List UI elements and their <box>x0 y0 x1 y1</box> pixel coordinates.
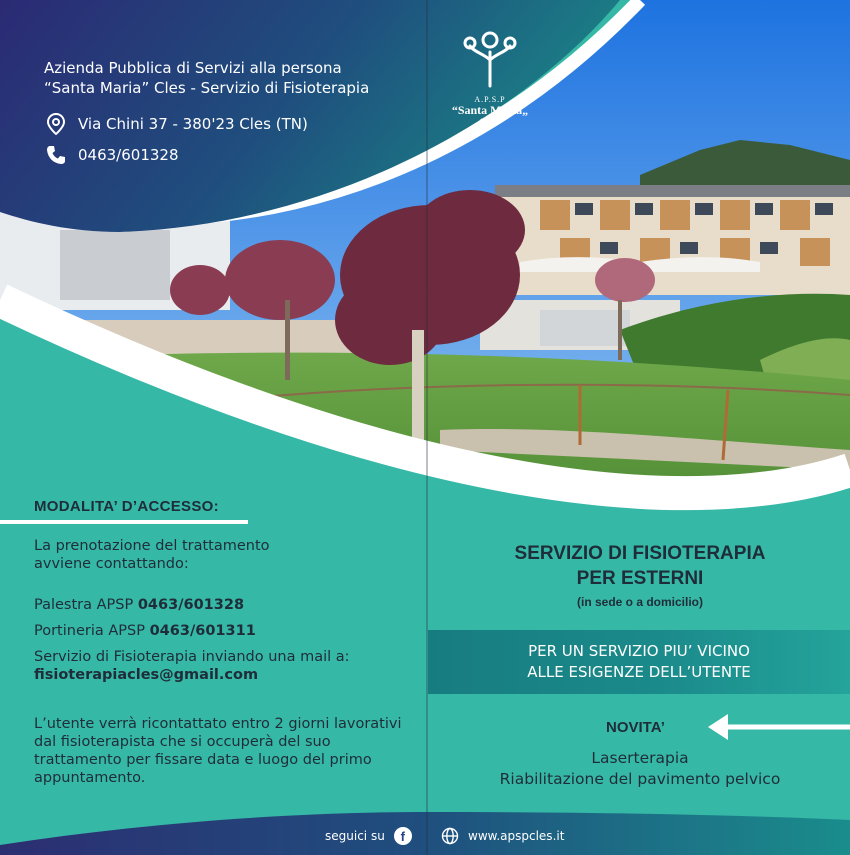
portineria-label: Portineria APSP <box>34 623 150 639</box>
access-title: MODALITA’ D’ACCESSO: <box>34 498 219 515</box>
address-text: Via Chini 37 - 380'23 Cles (TN) <box>78 115 308 133</box>
address-row <box>46 113 308 135</box>
slogan-line-2: ALLE ESIGENZE DELL’UTENTE <box>527 663 751 681</box>
novita-item-pavimento-pelvico: Riabilitazione del pavimento pelvico <box>499 770 781 788</box>
follow-text: seguici su <box>325 829 385 843</box>
title-underline <box>0 520 248 524</box>
palestra-label: Palestra APSP <box>34 597 138 613</box>
novita-title: NOVITA’ <box>606 719 665 736</box>
novita-list <box>430 748 850 790</box>
note-line-3: trattamento per fissare data e luogo del primo <box>34 752 372 768</box>
globe-icon <box>441 827 459 845</box>
social-follow[interactable] <box>325 827 412 845</box>
service-title <box>430 541 850 591</box>
booking-intro-line-2: avviene contattando: <box>34 556 189 572</box>
facebook-icon[interactable]: f <box>394 827 412 845</box>
org-line-2: “Santa Maria” Cles - Servizio di Fisioterapia <box>44 79 370 97</box>
mail-label: Servizio di Fisioterapia inviando una mail a: <box>34 649 350 665</box>
booking-intro <box>34 537 270 573</box>
portineria-phone[interactable]: 0463/601311 <box>149 623 256 639</box>
novita-item-laserterapia: Laserterapia <box>591 749 689 767</box>
website-link[interactable] <box>441 827 564 845</box>
slogan-text <box>428 641 850 683</box>
note-line-4: appuntamento. <box>34 770 146 786</box>
service-title-line-1: SERVIZIO DI FISIOTERAPIA <box>514 543 766 564</box>
palestra-phone[interactable]: 0463/601328 <box>137 597 245 613</box>
logo-line-2: “Santa Maria„ <box>451 103 529 117</box>
service-subtitle: (in sede o a domicilio) <box>576 595 704 609</box>
organization-name <box>44 58 369 98</box>
booking-intro-line-1: La prenotazione del trattamento <box>34 538 270 554</box>
mail-contact <box>34 648 350 684</box>
org-line-1: Azienda Pubblica di Servizi alla persona <box>44 59 342 77</box>
email-link[interactable]: fisioterapiacles@gmail.com <box>34 667 259 683</box>
portineria-contact <box>34 622 256 640</box>
palestra-contact <box>34 596 244 614</box>
logo-line-1: A.P.S.P <box>474 95 506 104</box>
note-line-2: dal fisioterapista che si occuperà del suo <box>34 734 331 750</box>
apsp-logo <box>445 30 535 126</box>
logo-line-3: CLES <box>479 117 501 126</box>
phone-row <box>46 145 179 165</box>
service-title-line-2: PER ESTERNI <box>576 568 704 589</box>
phone-icon <box>46 145 66 165</box>
callback-note <box>34 715 402 787</box>
website-text[interactable]: www.apspcles.it <box>468 829 565 843</box>
tree-logo-icon <box>460 30 520 88</box>
location-pin-icon <box>46 113 66 135</box>
phone-text[interactable]: 0463/601328 <box>78 146 179 164</box>
slogan-line-1: PER UN SERVIZIO PIU’ VICINO <box>528 642 750 660</box>
note-line-1: L’utente verrà ricontattato entro 2 giorni lavorativi <box>34 716 402 732</box>
